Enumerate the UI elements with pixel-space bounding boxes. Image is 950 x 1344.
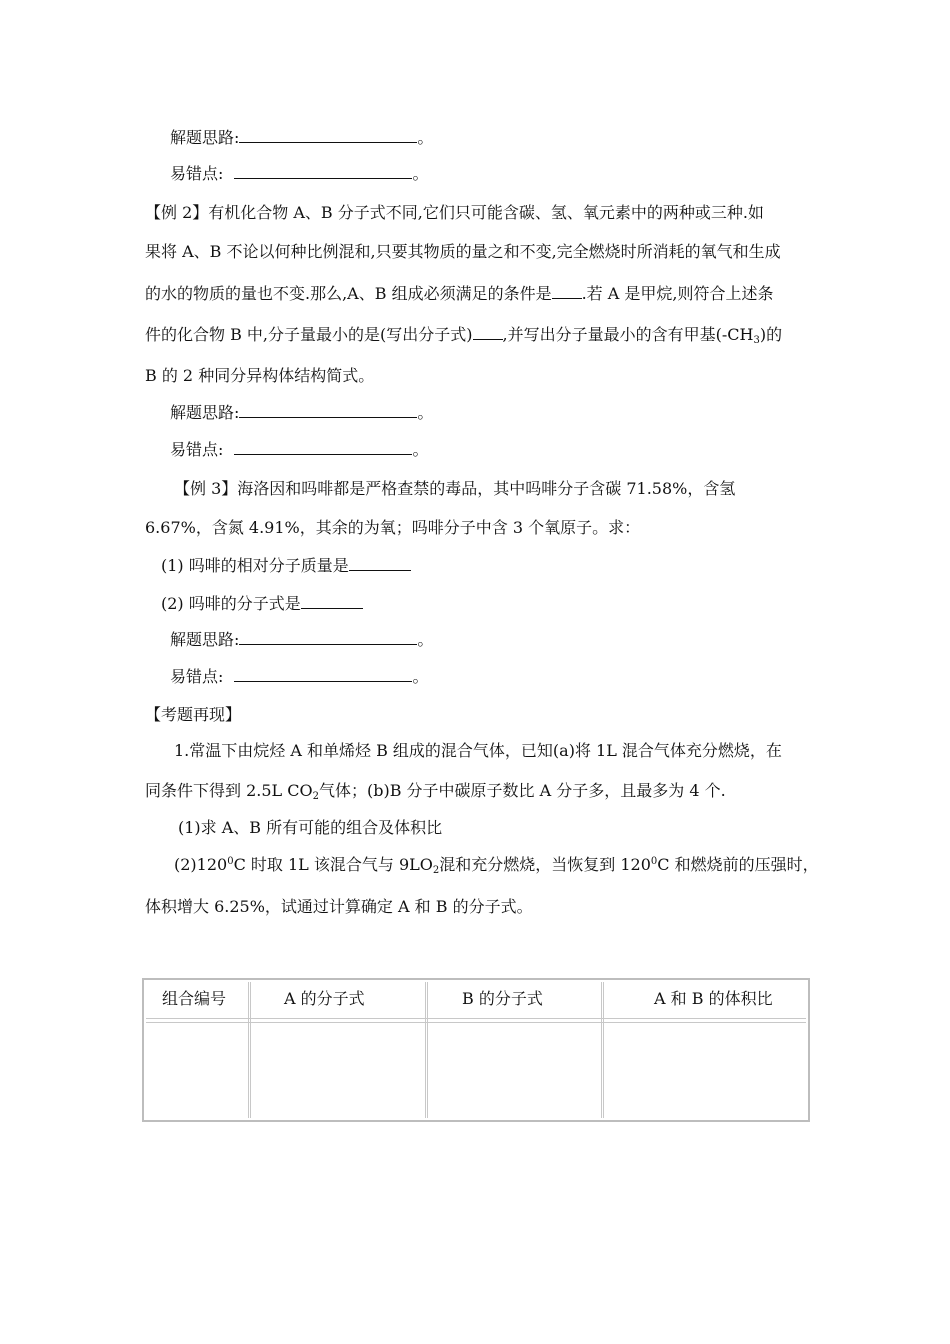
section-heading: 【考题再现】	[145, 705, 242, 724]
hint-line-3: 解题思路: 。	[170, 630, 434, 649]
error-point-line-1: 易错点: 。	[170, 164, 429, 183]
question-1-line-2: 同条件下得到 2.5L $CO_2$气体；(b)B 分子中碳原子数比 A 分子多，且最多为 4 个.	[145, 781, 726, 802]
hint-line-2: 解题思路: 。	[170, 403, 434, 422]
question-1-sub-1: (1)求 A、B 所有可能的组合及体积比	[178, 818, 443, 837]
example-2-line-5: B 的 2 种同分异构体结构简式。	[145, 366, 375, 385]
example-2-line-1: 【例 2】有机化合物 A、B 分子式不同,它们只可能含碳、氢、氧元素中的两种或三种.如	[145, 203, 764, 222]
answer-table	[142, 978, 810, 1122]
example-2-line-4: 件的化合物 B 中,分子量最小的是(写出分子式) ,并写出分子量最小的含有甲基$(-CH_3)$的	[145, 325, 783, 346]
example-3-line-2: 6.67%，含氮 4.91%，其余的为氧；吗啡分子中含 3 个氧原子。求：	[145, 518, 641, 537]
error-point-line-2: 易错点: 。	[170, 440, 429, 459]
table-cell[interactable]	[148, 1023, 246, 1116]
answer-blank[interactable]	[239, 403, 417, 418]
answer-blank[interactable]	[552, 284, 582, 299]
table-header-a-formula: A 的分子式	[284, 989, 365, 1008]
answer-blank[interactable]	[301, 594, 363, 609]
table-column-divider	[425, 982, 428, 1118]
table-column-divider	[601, 982, 604, 1118]
answer-blank[interactable]	[239, 128, 417, 143]
answer-blank[interactable]	[239, 630, 417, 645]
table-cell[interactable]	[431, 1023, 598, 1116]
table-cell[interactable]	[254, 1023, 422, 1116]
error-point-line-3: 易错点: 。	[170, 667, 429, 686]
answer-blank[interactable]	[473, 325, 503, 340]
example-3-question-2: (2) 吗啡的分子式是	[161, 594, 363, 614]
example-3-line-1: 【例 3】海洛因和吗啡都是严格查禁的毒品，其中吗啡分子含碳 71.58%，含氢	[174, 479, 736, 498]
hint-line-1: 解题思路: 。	[170, 128, 434, 147]
answer-blank[interactable]	[234, 164, 412, 179]
table-header-b-formula: B 的分子式	[462, 989, 543, 1008]
table-header-group-no: 组合编号	[162, 989, 227, 1008]
question-1-line-1: 1.常温下由烷烃 A 和单烯烃 B 组成的混合气体，已知(a)将 1L 混合气体充分燃烧，在	[174, 741, 782, 760]
table-column-divider	[248, 982, 251, 1118]
table-header-volume-ratio: A 和 B 的体积比	[654, 989, 773, 1008]
answer-blank[interactable]	[234, 667, 412, 682]
example-2-line-2: 果将 A、B 不论以何种比例混和,只要其物质的量之和不变,完全燃烧时所消耗的氧气和生成	[145, 242, 781, 261]
example-3-question-1: (1) 吗啡的相对分子质量是	[161, 556, 411, 576]
question-1-sub-2: $(2)120^0C$ 时取 1L 该混合气与 $9LO_2$混和充分燃烧，当恢复到 $120^0C$ 和燃烧前的压强时，	[174, 855, 819, 876]
table-cell[interactable]	[607, 1023, 804, 1116]
answer-blank[interactable]	[349, 556, 411, 571]
question-1-line-3: 体积增大 6.25%，试通过计算确定 A 和 B 的分子式。	[145, 897, 533, 916]
answer-blank[interactable]	[234, 440, 412, 455]
example-2-line-3: 的水的物质的量也不变.那么,A、B 组成必须满足的条件是 .若 A 是甲烷,则符合上述条	[145, 284, 774, 303]
